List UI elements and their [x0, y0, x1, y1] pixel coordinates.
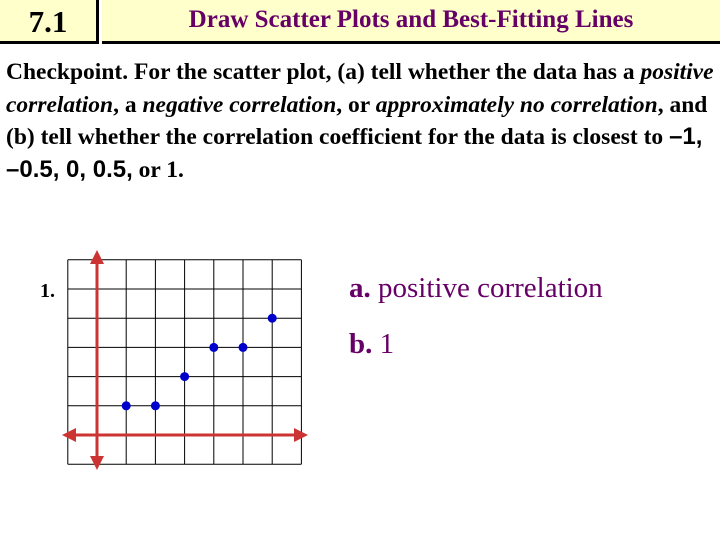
data-point — [151, 401, 160, 410]
y-axis-arrow-up — [90, 250, 104, 264]
prompt-text-5: or 1. — [132, 156, 184, 183]
y-axis-arrow-down — [90, 456, 104, 470]
prompt-text-4: , and (b) tell whether the correlation coefficient for the data is closest to — [6, 91, 708, 150]
prompt-text-2: , a — [113, 91, 143, 118]
plot-axes — [62, 250, 308, 470]
data-point — [180, 372, 189, 381]
data-point — [268, 314, 277, 323]
prompt-negative: negative correlation — [142, 91, 337, 118]
answer-b-letter: b. — [349, 328, 373, 360]
prompt-no-correlation: approximately no correlation — [375, 91, 658, 118]
data-point — [122, 401, 131, 410]
x-axis-arrow-left — [62, 428, 76, 442]
prompt-values: –1, –0.5, 0, 0.5, — [6, 123, 703, 183]
x-axis-arrow-right — [294, 428, 308, 442]
section-number: 7.1 — [0, 0, 99, 44]
answer-b-text: 1 — [379, 328, 395, 360]
prompt-positive: positive correlation — [6, 59, 714, 118]
answer-a-letter: a. — [349, 272, 371, 304]
data-point — [239, 343, 248, 352]
data-point — [209, 343, 218, 352]
answer-a — [349, 272, 603, 305]
prompt-text-1: Checkpoint. For the scatter plot, (a) tell whether the data has a — [6, 59, 641, 85]
problem-number: 1. — [40, 280, 55, 302]
checkpoint-prompt — [6, 56, 714, 186]
plot-points — [122, 314, 277, 411]
answer-a-text: positive correlation — [378, 272, 603, 304]
prompt-text-3: , or — [336, 91, 376, 118]
slide-header — [0, 0, 720, 48]
slide-title: Draw Scatter Plots and Best-Fitting Lines — [102, 0, 720, 44]
plot-grid — [68, 260, 302, 464]
answer-b — [349, 328, 394, 361]
